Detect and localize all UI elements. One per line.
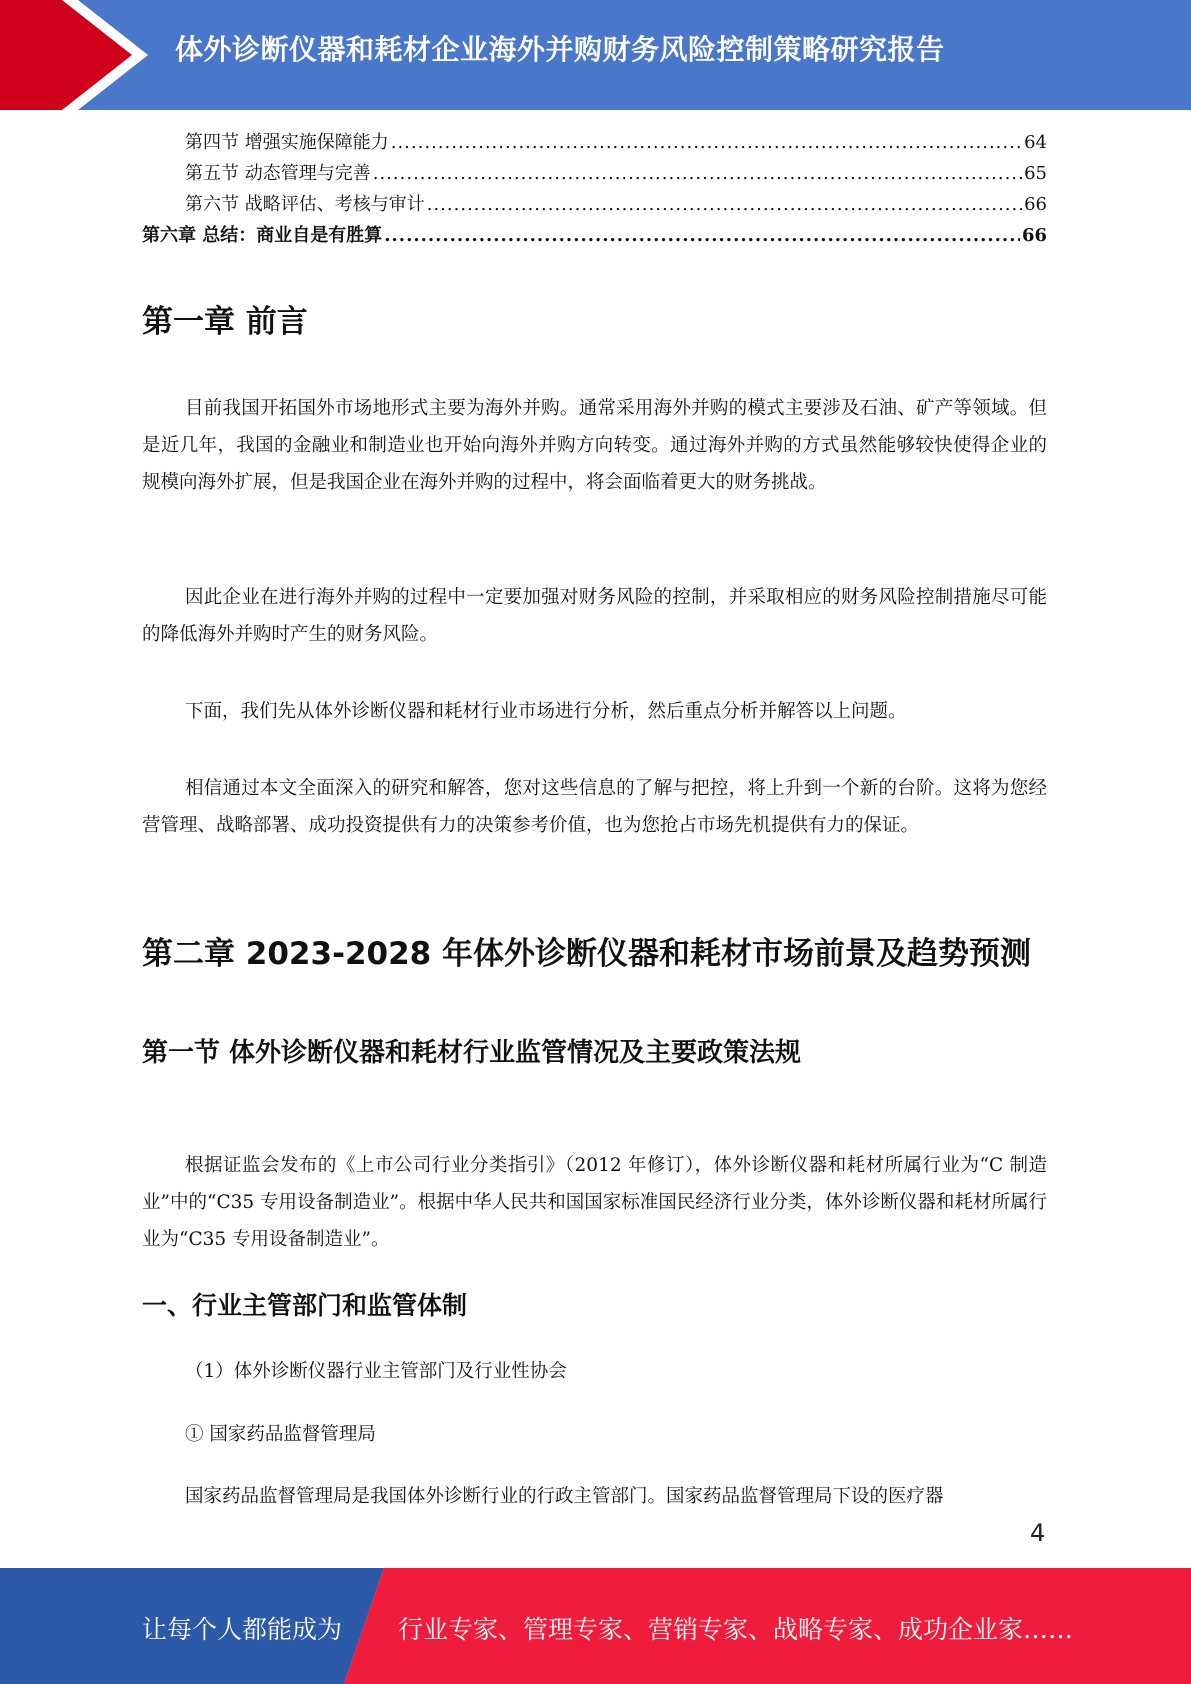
chapter-1-paragraph-3: 下面，我们先从体外诊断仪器和耗材行业市场进行分析，然后重点分析并解答以上问题。	[185, 701, 907, 722]
toc-entry[interactable]	[142, 190, 1047, 221]
toc-entry-label: 第四节 增强实施保障能力	[185, 132, 389, 153]
report-title: 体外诊断仪器和耗材企业海外并购财务风险控制策略研究报告	[175, 33, 945, 66]
footer-slogan-right: 行业专家、管理专家、营销专家、战略专家、成功企业家……	[398, 1615, 1074, 1644]
toc-entry-label: 第六节 战略评估、考核与审计	[185, 194, 425, 215]
header-chevron-icon	[0, 0, 160, 110]
sub-heading: 一、行业主管部门和监管体制	[142, 1291, 468, 1320]
chapter-1-paragraph-4: 相信通过本文全面深入的研究和解答，您对这些信息的了解与把控，将上升到一个新的台阶。这将为您经营管理、战略部署、成功投资提供有力的决策参考价值，也为您抢占市场先机提供有力的保证。	[142, 778, 1047, 836]
list-item-2: ① 国家药品监督管理局	[185, 1424, 376, 1445]
chapter-1-paragraph-1: 目前我国开拓国外市场地形式主要为海外并购。通常采用海外并购的模式主要涉及石油、矿产等领域。但是近几年，我国的金融业和制造业也开始向海外并购方向转变。通过海外并购的方式虽然能够较快使得企业的规模向海外扩展，但是我国企业在海外并购的过程中，将会面临着更大的财务挑战。	[142, 398, 1047, 493]
table-of-contents	[142, 128, 1047, 252]
toc-entry-label: 第五节 动态管理与完善	[185, 163, 371, 184]
page-footer	[0, 1568, 1191, 1684]
list-item-1: （1）体外诊断仪器行业主管部门及行业性协会	[185, 1361, 567, 1382]
toc-leader-dots	[391, 132, 1022, 153]
toc-entry-chapter[interactable]	[142, 221, 1047, 252]
page-number: 4	[1030, 1519, 1046, 1547]
toc-entry-page: 64	[1024, 132, 1047, 153]
toc-leader-dots	[384, 225, 1020, 246]
page-header	[0, 0, 1191, 110]
last-paragraph: 国家药品监督管理局是我国体外诊断行业的行政主管部门。国家药品监督管理局下设的医疗器	[185, 1486, 944, 1507]
toc-leader-dots	[427, 194, 1022, 215]
toc-leader-dots	[373, 163, 1022, 184]
chapter-1-paragraph-2: 因此企业在进行海外并购的过程中一定要加强对财务风险的控制，并采取相应的财务风险控制措施尽可能的降低海外并购时产生的财务风险。	[142, 587, 1047, 645]
toc-entry[interactable]	[142, 159, 1047, 190]
toc-entry-label: 第六章 总结：商业自是有胜算	[142, 225, 383, 246]
chapter-1-heading: 第一章 前言	[142, 304, 308, 340]
footer-slogan-left: 让每个人都能成为	[142, 1615, 343, 1644]
section-1-paragraph: 根据证监会发布的《上市公司行业分类指引》（2012 年修订），体外诊断仪器和耗材所属行业为“C 制造业”中的“C35 专用设备制造业”。根据中华人民共和国国家标准国民经济行业分类，体外诊断仪器和耗材所属行业为“C35 专用设备制造业”。	[142, 1155, 1047, 1250]
toc-entry-page: 65	[1024, 163, 1047, 184]
chapter-2-heading: 第二章 2023-2028 年体外诊断仪器和耗材市场前景及趋势预测	[142, 936, 1032, 972]
toc-entry-page: 66	[1024, 194, 1047, 215]
toc-entry[interactable]	[142, 128, 1047, 159]
toc-entry-page: 66	[1021, 225, 1047, 246]
section-1-heading: 第一节 体外诊断仪器和耗材行业监管情况及主要政策法规	[142, 1038, 802, 1068]
